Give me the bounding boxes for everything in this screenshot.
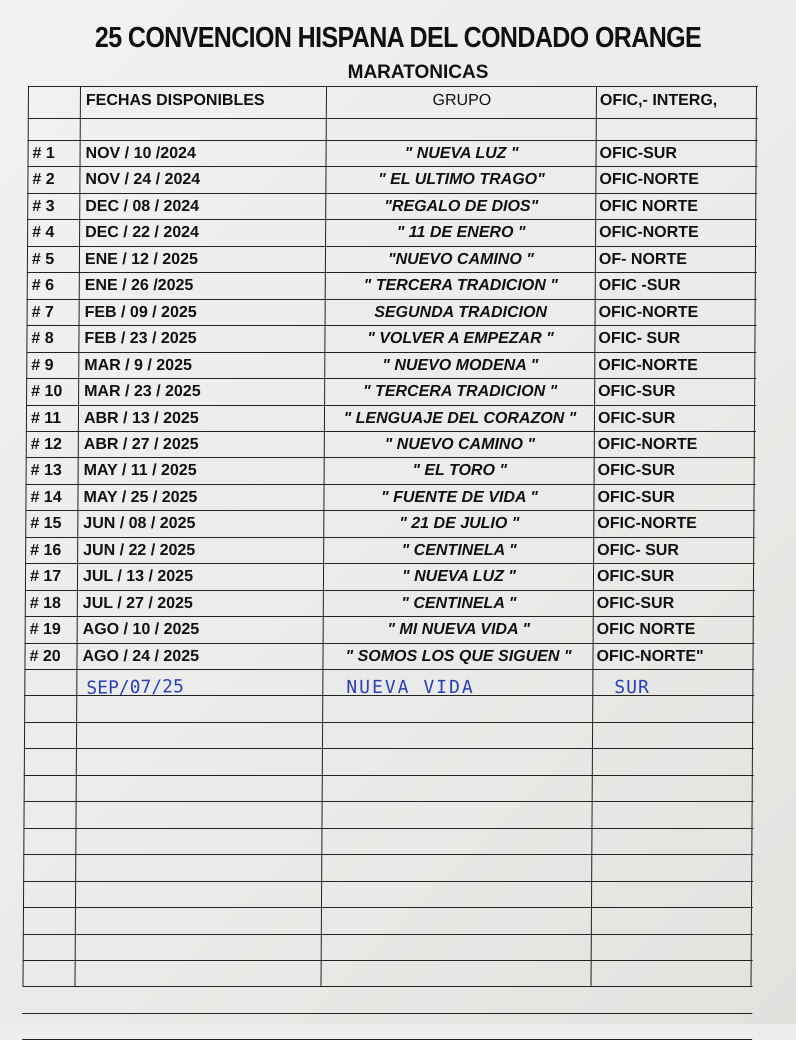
row-divider xyxy=(27,219,757,220)
row-grupo: " NUEVA LUZ " xyxy=(404,145,519,162)
row-divider xyxy=(28,140,758,141)
row-ofic: OFIC-NORTE xyxy=(599,224,699,241)
handwritten-grupo: NUEVA VIDA xyxy=(346,677,475,698)
table-row xyxy=(25,563,755,589)
row-number: # 16 xyxy=(30,542,62,559)
row-divider xyxy=(22,986,752,987)
table-row xyxy=(25,537,755,563)
row-number: # 18 xyxy=(29,595,62,612)
row-ofic: OFIC- SUR xyxy=(598,330,681,347)
row-date: ABR / 13 / 2025 xyxy=(83,410,199,427)
row-ofic: OFIC-SUR xyxy=(597,489,675,506)
column-divider xyxy=(23,86,29,986)
row-date: JUN / 22 / 2025 xyxy=(83,542,196,559)
row-number: # 8 xyxy=(31,330,54,347)
row-date: MAR / 9 / 2025 xyxy=(84,357,192,374)
row-grupo: " EL ULTIMO TRAGO" xyxy=(378,171,545,188)
row-number: # 1 xyxy=(32,145,55,162)
row-divider xyxy=(24,748,754,749)
row-date: JUN / 08 / 2025 xyxy=(83,515,196,532)
row-grupo: "NUEVO CAMINO " xyxy=(387,251,534,268)
row-grupo: " TERCERA TRADICION " xyxy=(363,383,558,400)
row-ofic: OFIC-SUR xyxy=(597,462,676,479)
table-row xyxy=(25,590,755,616)
row-number: # 9 xyxy=(31,357,54,374)
table-row xyxy=(26,405,756,431)
table-row xyxy=(27,193,757,219)
row-date: ENE / 12 / 2025 xyxy=(84,251,198,268)
handwritten-row xyxy=(24,674,754,702)
row-ofic: OFIC-NORTE xyxy=(597,436,698,453)
row-grupo: " 21 DE JULIO " xyxy=(399,515,520,532)
row-divider xyxy=(28,118,758,119)
table-row xyxy=(25,484,755,510)
table-row xyxy=(28,140,758,166)
row-number: # 11 xyxy=(30,410,62,427)
table-row xyxy=(26,325,756,351)
row-grupo: "REGALO DE DIOS" xyxy=(384,198,539,215)
row-ofic: OFIC-SUR xyxy=(596,595,675,612)
row-date: JUL / 13 / 2025 xyxy=(82,568,194,585)
row-divider xyxy=(24,722,754,723)
handwritten-ofic: SUR xyxy=(614,677,650,698)
table-row xyxy=(26,431,756,457)
row-divider xyxy=(25,590,755,591)
row-ofic: OFIC-NORTE xyxy=(598,304,699,321)
row-date: ABR / 27 / 2025 xyxy=(83,436,199,453)
row-number: # 6 xyxy=(31,277,55,294)
row-divider xyxy=(23,828,753,829)
schedule-table xyxy=(23,86,758,986)
row-grupo: " SOMOS LOS QUE SIGUEN " xyxy=(345,648,572,665)
row-divider xyxy=(25,510,755,511)
row-divider xyxy=(24,801,754,802)
table-row xyxy=(27,166,757,192)
row-divider xyxy=(27,299,757,300)
document-subtitle: MARATONICAS xyxy=(347,62,489,83)
row-date: NOV / 10 /2024 xyxy=(85,145,196,162)
row-grupo: " MI NUEVA VIDA " xyxy=(387,621,531,638)
row-date: DEC / 22 / 2024 xyxy=(85,224,200,241)
row-ofic: OFIC NORTE xyxy=(599,198,698,215)
table-row xyxy=(27,246,757,272)
row-ofic: OFIC-SUR xyxy=(599,145,677,162)
row-grupo: " CENTINELA " xyxy=(401,595,517,612)
header-grupo: GRUPO xyxy=(432,92,492,109)
row-date: MAY / 25 / 2025 xyxy=(83,489,198,506)
row-grupo: " NUEVA LUZ " xyxy=(402,568,516,585)
document-title: 25 CONVENCION HISPANA DEL CONDADO ORANGE xyxy=(94,21,702,55)
row-ofic: OFIC NORTE xyxy=(596,621,696,638)
row-divider xyxy=(26,484,756,485)
row-grupo: " NUEVO CAMINO " xyxy=(384,436,536,453)
row-number: # 3 xyxy=(32,198,55,215)
row-ofic: OFIC-SUR xyxy=(596,568,675,585)
row-number: # 4 xyxy=(32,224,55,241)
table-row xyxy=(26,352,756,378)
row-divider xyxy=(27,246,757,247)
row-number: # 13 xyxy=(30,462,62,479)
row-number: # 19 xyxy=(29,621,61,638)
row-ofic: OFIC-NORTE" xyxy=(596,648,704,665)
row-divider xyxy=(26,352,756,353)
row-ofic: OFIC-NORTE xyxy=(599,171,700,188)
row-number: # 12 xyxy=(30,436,63,453)
row-grupo: " EL TORO " xyxy=(412,462,507,479)
row-ofic: OF- NORTE xyxy=(598,251,687,268)
row-divider xyxy=(25,563,755,564)
row-divider xyxy=(27,325,757,326)
row-divider xyxy=(26,431,756,432)
row-grupo: " LENGUAJE DEL CORAZON " xyxy=(343,410,577,427)
row-number: # 7 xyxy=(31,304,54,321)
row-grupo: " FUENTE DE VIDA " xyxy=(381,489,538,506)
row-date: AGO / 10 / 2025 xyxy=(82,621,200,638)
row-divider xyxy=(23,881,753,882)
table-row xyxy=(27,272,757,298)
row-divider xyxy=(28,86,758,87)
row-number: # 14 xyxy=(30,489,62,506)
row-date: FEB / 23 / 2025 xyxy=(84,330,197,347)
row-date: DEC / 08 / 2024 xyxy=(85,198,200,215)
row-divider xyxy=(23,854,753,855)
row-ofic: OFIC-SUR xyxy=(598,383,676,400)
row-grupo: " VOLVER A EMPEZAR " xyxy=(367,330,554,347)
row-divider xyxy=(27,272,757,273)
row-grupo: " NUEVO MODENA " xyxy=(382,357,539,374)
row-grupo: SEGUNDA TRADICION xyxy=(374,304,548,321)
row-number: # 17 xyxy=(29,568,62,585)
row-divider xyxy=(25,537,755,538)
row-date: AGO / 24 / 2025 xyxy=(82,648,200,665)
row-number: # 20 xyxy=(29,648,61,665)
row-number: # 2 xyxy=(32,171,55,188)
handwritten-date: SEP/07/25 xyxy=(86,676,184,699)
row-divider xyxy=(25,616,755,617)
row-divider xyxy=(27,193,757,194)
table-row xyxy=(26,378,756,404)
row-ofic: OFIC-NORTE xyxy=(597,515,697,532)
table-row xyxy=(24,643,754,669)
row-grupo: " TERCERA TRADICION " xyxy=(363,277,558,294)
header-fechas: FECHAS DISPONIBLES xyxy=(85,92,265,109)
header-ofic: OFIC,- INTERG, xyxy=(599,92,718,109)
row-number: # 5 xyxy=(31,251,55,268)
row-date: MAY / 11 / 2025 xyxy=(83,462,197,479)
row-divider xyxy=(25,643,755,644)
row-ofic: OFIC-NORTE xyxy=(598,357,698,374)
row-divider xyxy=(23,934,753,935)
row-date: JUL / 27 / 2025 xyxy=(82,595,193,612)
row-ofic: OFIC-SUR xyxy=(597,410,676,427)
row-grupo: " 11 DE ENERO " xyxy=(396,224,526,241)
row-divider xyxy=(26,457,756,458)
row-date: NOV / 24 / 2024 xyxy=(85,171,201,188)
row-grupo: " CENTINELA " xyxy=(401,542,517,559)
row-divider xyxy=(24,669,754,670)
row-divider xyxy=(24,775,754,776)
row-divider xyxy=(26,378,756,379)
row-ofic: OFIC -SUR xyxy=(598,277,681,294)
row-divider xyxy=(23,907,753,908)
row-date: FEB / 09 / 2025 xyxy=(84,304,197,321)
row-divider xyxy=(26,405,756,406)
row-divider xyxy=(28,166,758,167)
table-row xyxy=(27,219,757,245)
row-number: # 15 xyxy=(30,515,62,532)
row-divider xyxy=(22,1013,752,1014)
row-divider xyxy=(24,695,754,696)
row-date: MAR / 23 / 2025 xyxy=(84,383,201,400)
row-number: # 10 xyxy=(31,383,63,400)
table-row xyxy=(25,510,755,536)
table-row xyxy=(27,299,757,325)
row-date: ENE / 26 /2025 xyxy=(84,277,194,294)
row-ofic: OFIC- SUR xyxy=(597,542,679,559)
table-row xyxy=(26,457,756,483)
table-row xyxy=(25,616,755,642)
row-divider xyxy=(23,960,753,961)
